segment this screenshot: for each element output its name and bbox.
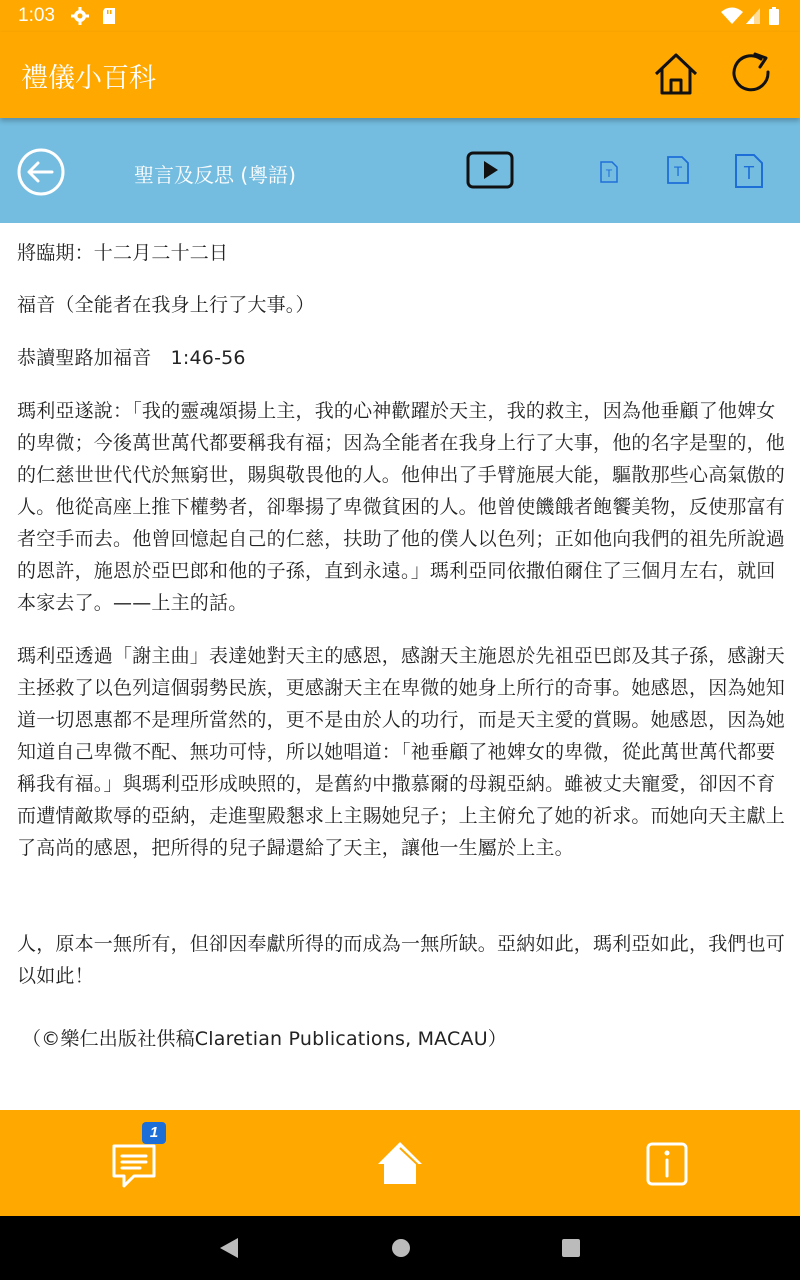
app-bar (0, 32, 800, 118)
info-button[interactable] (636, 1134, 696, 1194)
status-time: 1:03 (18, 5, 55, 26)
font-small-label: T (605, 168, 613, 180)
reading-toolbar (0, 118, 800, 223)
refresh-button[interactable] (728, 50, 776, 98)
gospel-title: 福音（全能者在我身上行了大事。） (17, 294, 315, 316)
credit-line: （©樂仁出版社供稿Claretian Publications, MACAU） (22, 1028, 507, 1050)
signal-icon (744, 6, 762, 26)
back-button[interactable] (16, 147, 66, 197)
wifi-icon (720, 6, 744, 26)
status-bar (0, 0, 800, 32)
home-nav-icon[interactable] (390, 1236, 412, 1260)
reading-title: 聖言及反思 (粵語) (134, 163, 296, 187)
system-nav-bar (0, 1216, 800, 1280)
back-nav-icon[interactable] (218, 1236, 240, 1260)
sd-card-icon (100, 6, 118, 26)
font-large-label: T (743, 163, 755, 183)
font-medium-label: T (673, 163, 683, 179)
play-audio-button[interactable] (466, 151, 514, 189)
recents-nav-icon[interactable] (560, 1236, 582, 1260)
home-button[interactable] (652, 50, 700, 98)
settings-icon (70, 6, 90, 26)
font-medium-button[interactable] (666, 155, 690, 185)
reflection-paragraph: 瑪利亞透過「謝主曲」表達她對天主的感恩，感謝天主施恩於先祖亞巴郎及其子孫，感謝天主拯救了以色列這個弱勢民族，更感謝天主在卑微的她身上所行的奇事。她感恩，因為她知道一切恩惠都不是理所當然的，更不是由於人的功行，而是天主愛的賞賜。她感恩，因為她知道自己卑微不配、無功可恃，所以她唱道：「祂垂顧了祂婢女的卑微，從此萬世萬代都要稱我有福。」與瑪利亞形成映照的，是舊約中撒慕爾的母親亞納。雖被丈夫寵愛，卻因不育而遭情敵欺辱的亞納，走進聖殿懇求上主賜她兒子；上主俯允了她的祈求。而她向天主獻上了高尚的感恩，把所得的兒子歸還給了天主，讓他一生屬於上主。 (17, 645, 786, 859)
reflection-paragraph: 人，原本一無所有，但卻因奉獻所得的而成為一無所缺。亞納如此，瑪利亞如此，我們也可以如此！ (17, 933, 786, 987)
date-line: 將臨期：十二月二十二日 (17, 242, 229, 264)
battery-icon (768, 6, 780, 26)
font-large-button[interactable] (734, 153, 764, 189)
reading-reference: 恭讀聖路加福音 1:46-56 (17, 347, 246, 369)
reading-content[interactable] (0, 223, 800, 1110)
home-nav-button[interactable] (370, 1134, 430, 1194)
bottom-nav (0, 1110, 800, 1216)
gospel-text: 瑪利亞遂說：「我的靈魂頌揚上主，我的心神歡躍於天主，我的救主，因為他垂顧了他婢女的卑微；今後萬世萬代都要稱我有福；因為全能者在我身上行了大事，他的名字是聖的，他的仁慈世世代代於無窮世，賜與敬畏他的人。他伸出了手臂施展大能，驅散那些心高氣傲的人。他從高座上推下權勢者，卻舉揚了卑微貧困的人。他曾使饑餓者飽饗美物，反使那富有者空手而去。他曾回憶起自己的仁慈，扶助了他的僕人以色列；正如他向我們的祖先所說過的恩許，施恩於亞巴郎和他的子孫，直到永遠。」瑪利亞同依撒伯爾住了三個月左右，就回本家去了。——上主的話。 (17, 400, 786, 614)
message-count-badge: 1 (142, 1122, 166, 1144)
app-title: 禮儀小百科 (21, 63, 156, 94)
font-small-button[interactable] (599, 160, 619, 184)
